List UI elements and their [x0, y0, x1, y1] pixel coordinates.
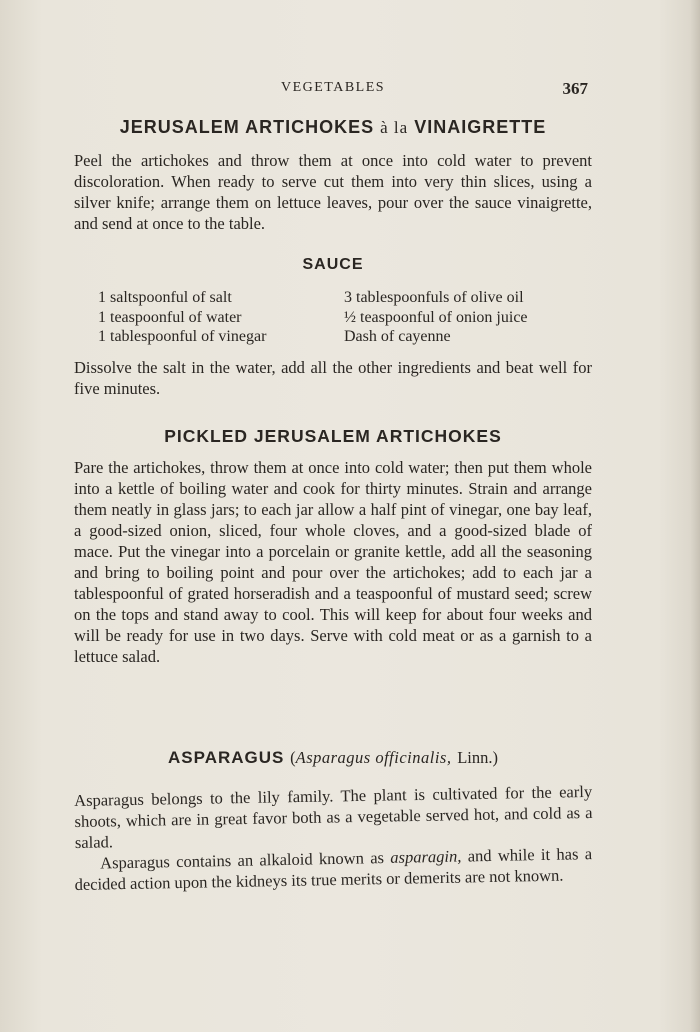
heading-end: VINAIGRETTE	[414, 117, 547, 137]
paragraph-text: and while it has a decided action upon the kidneys its true merits or demerits are not known.	[74, 844, 593, 894]
asparagus-authority: Linn.)	[457, 748, 498, 767]
page-number: 367	[562, 79, 588, 98]
sauce-heading: SAUCE	[302, 256, 364, 273]
ingredient-item: 1 tablespoonful of vinegar	[98, 328, 267, 345]
asparagus-paren: (	[290, 748, 296, 767]
running-head	[74, 80, 592, 102]
section-heading-asparagus	[74, 748, 592, 768]
vinaigrette-paragraph: Peel the artichokes and throw them at once into cold water to prevent discoloration. When ready to serve cut them into very thin slices, using a silver knife; arrange them on lettuce leaves, pour over the sauce vinaigrette, and send at once to the table.	[74, 151, 592, 233]
sauce-ingredient-list	[98, 288, 592, 347]
ingredient-item: 1 teaspoonful of water	[98, 308, 242, 326]
asparagus-latin-name: Asparagus officinalis,	[295, 748, 452, 767]
section-heading-vinaigrette	[74, 117, 592, 138]
running-title: VEGETABLES	[280, 80, 386, 95]
pickled-paragraph: Pare the artichokes, throw them at once into cold water; then put them whole into a kettle of boiling water and cook for thirty minutes. Strain and arrange them neatly in glass jars; to each jar allow a half pint of vinegar, one bay leaf, a good-sized onion, sliced, four whole cloves, and a good-sized blade of mace. Put the vinegar into a porcelain or granite kettle, add all the seasoning and bring to boiling point and pour over the artichokes; add to each jar a tablespoonful of grated horseradish and a teaspoonful of mustard seed; screw on the tops and stand away to cool. This will keep for about four weeks and will be ready for use in two days. Serve with cold meat or as a garnish to a lettuce salad.	[74, 458, 592, 666]
paragraph-text: Asparagus contains an alkaloid known as	[100, 847, 391, 873]
ingredient-item: ½ teaspoonful of onion juice	[344, 308, 528, 326]
page-edge-shadow	[690, 0, 700, 1032]
heading-joiner: à la	[380, 118, 409, 137]
ingredient-item: 3 tablespoonfuls of olive oil	[344, 289, 524, 306]
ingredient-item: 1 saltspoonful of salt	[98, 289, 232, 306]
section-heading-pickled: PICKLED JERUSALEM ARTICHOKES	[164, 426, 502, 446]
asparagus-paragraph-1: Asparagus belongs to the lily family. The plant is cultivated for the early shoots, which are in great favor both as a vegetable served hot, and cold as a salad.	[74, 781, 593, 852]
ingredient-item: Dash of cayenne	[344, 328, 451, 345]
asparagin-term: asparagin,	[390, 846, 462, 867]
heading-main: JERUSALEM ARTICHOKES	[119, 117, 375, 137]
sauce-paragraph: Dissolve the salt in the water, add all the other ingredients and beat well for five minutes.	[74, 358, 592, 398]
asparagus-paragraph-2	[74, 843, 593, 895]
asparagus-heading-main: ASPARAGUS	[168, 748, 285, 767]
